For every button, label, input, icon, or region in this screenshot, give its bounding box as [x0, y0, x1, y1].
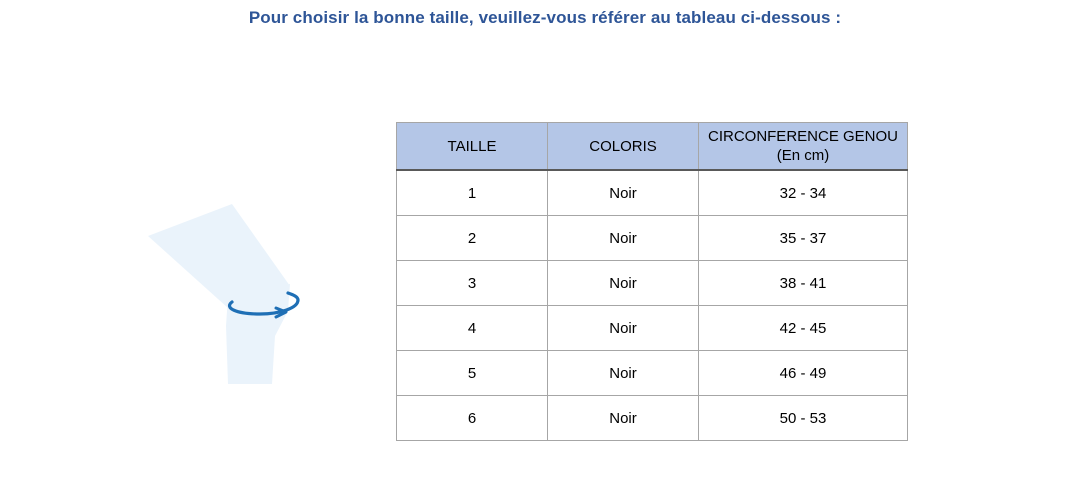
table-row	[397, 306, 908, 351]
column-header-circonference	[699, 123, 908, 171]
cell-circonference: 42 - 45	[699, 306, 908, 351]
cell-coloris: Noir	[548, 216, 699, 261]
column-header-circonference-label: CIRCONFERENCE GENOU	[707, 128, 898, 145]
cell-taille: 3	[397, 261, 548, 306]
lower-leg-shape	[226, 284, 290, 384]
table-row	[397, 261, 908, 306]
table-header-row	[397, 123, 908, 171]
cell-circonference: 32 - 34	[699, 170, 908, 216]
cell-circonference: 38 - 41	[699, 261, 908, 306]
cell-taille: 4	[397, 306, 548, 351]
page-title: Pour choisir la bonne taille, veuillez-vous référer au tableau ci-dessous :	[248, 8, 842, 27]
cell-circonference: 50 - 53	[699, 396, 908, 441]
column-header-taille: TAILLE	[397, 123, 548, 171]
cell-coloris: Noir	[548, 396, 699, 441]
column-header-coloris: COLORIS	[548, 123, 699, 171]
cell-coloris: Noir	[548, 351, 699, 396]
column-header-unit: (En cm)	[776, 147, 830, 164]
measure-arrow-back	[288, 293, 298, 300]
knee-circumference-icon	[140, 196, 310, 396]
cell-coloris: Noir	[548, 306, 699, 351]
size-table	[396, 122, 908, 441]
cell-taille: 5	[397, 351, 548, 396]
table-row	[397, 170, 908, 216]
table-row	[397, 216, 908, 261]
cell-circonference: 46 - 49	[699, 351, 908, 396]
cell-taille: 6	[397, 396, 548, 441]
cell-coloris: Noir	[548, 170, 699, 216]
table-row	[397, 351, 908, 396]
cell-circonference: 35 - 37	[699, 216, 908, 261]
table-row	[397, 396, 908, 441]
cell-taille: 2	[397, 216, 548, 261]
cell-coloris: Noir	[548, 261, 699, 306]
cell-taille: 1	[397, 170, 548, 216]
